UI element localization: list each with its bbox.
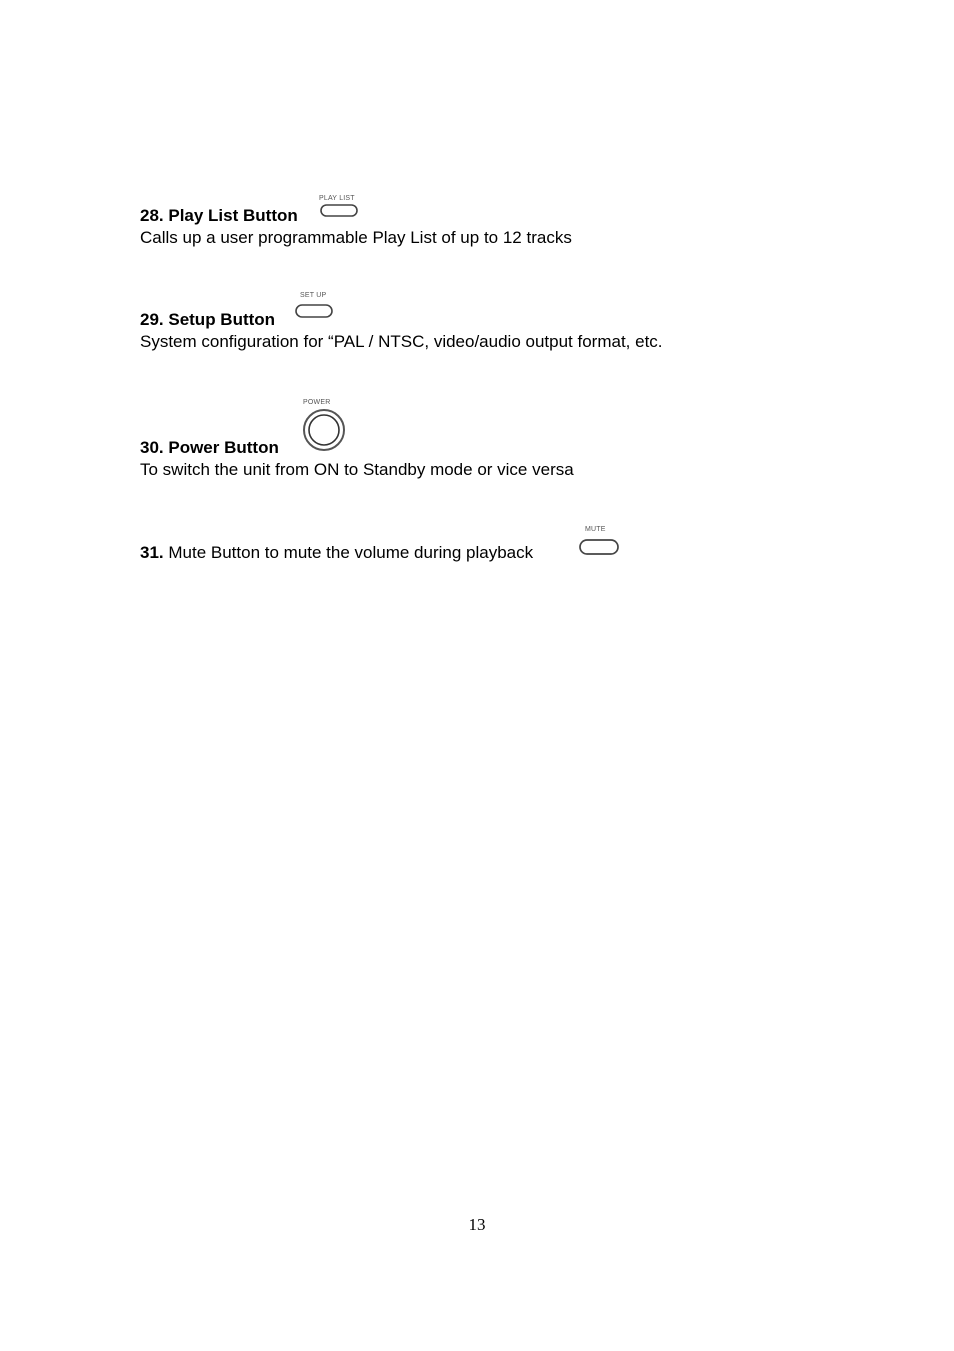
power-description: To switch the unit from ON to Standby mode or vice versa bbox=[140, 460, 574, 479]
entry-mute bbox=[140, 542, 533, 564]
play-list-button-icon bbox=[316, 190, 366, 224]
setup-description: System configuration for “PAL / NTSC, video/audio output format, etc. bbox=[140, 332, 663, 351]
setup-icon-label: SET UP bbox=[300, 292, 327, 299]
play-list-description: Calls up a user programmable Play List of up to 12 tracks bbox=[140, 228, 572, 247]
page-number: 13 bbox=[468, 1215, 486, 1234]
power-button-icon bbox=[298, 392, 352, 458]
mute-button-icon bbox=[576, 520, 626, 562]
play-list-icon-label: PLAY LIST bbox=[319, 195, 355, 202]
power-heading: 30. Power Button bbox=[140, 438, 279, 457]
mute-icon-label: MUTE bbox=[585, 526, 606, 533]
setup-heading: 29. Setup Button bbox=[140, 310, 276, 329]
play-list-heading: 28. Play List Button bbox=[140, 206, 298, 225]
mute-number: 31. bbox=[140, 543, 164, 562]
entry-power bbox=[140, 437, 574, 481]
power-icon-label: POWER bbox=[303, 399, 331, 406]
entry-setup bbox=[140, 309, 663, 353]
setup-button-icon bbox=[291, 287, 337, 325]
mute-description: Mute Button to mute the volume during playback bbox=[163, 543, 534, 562]
